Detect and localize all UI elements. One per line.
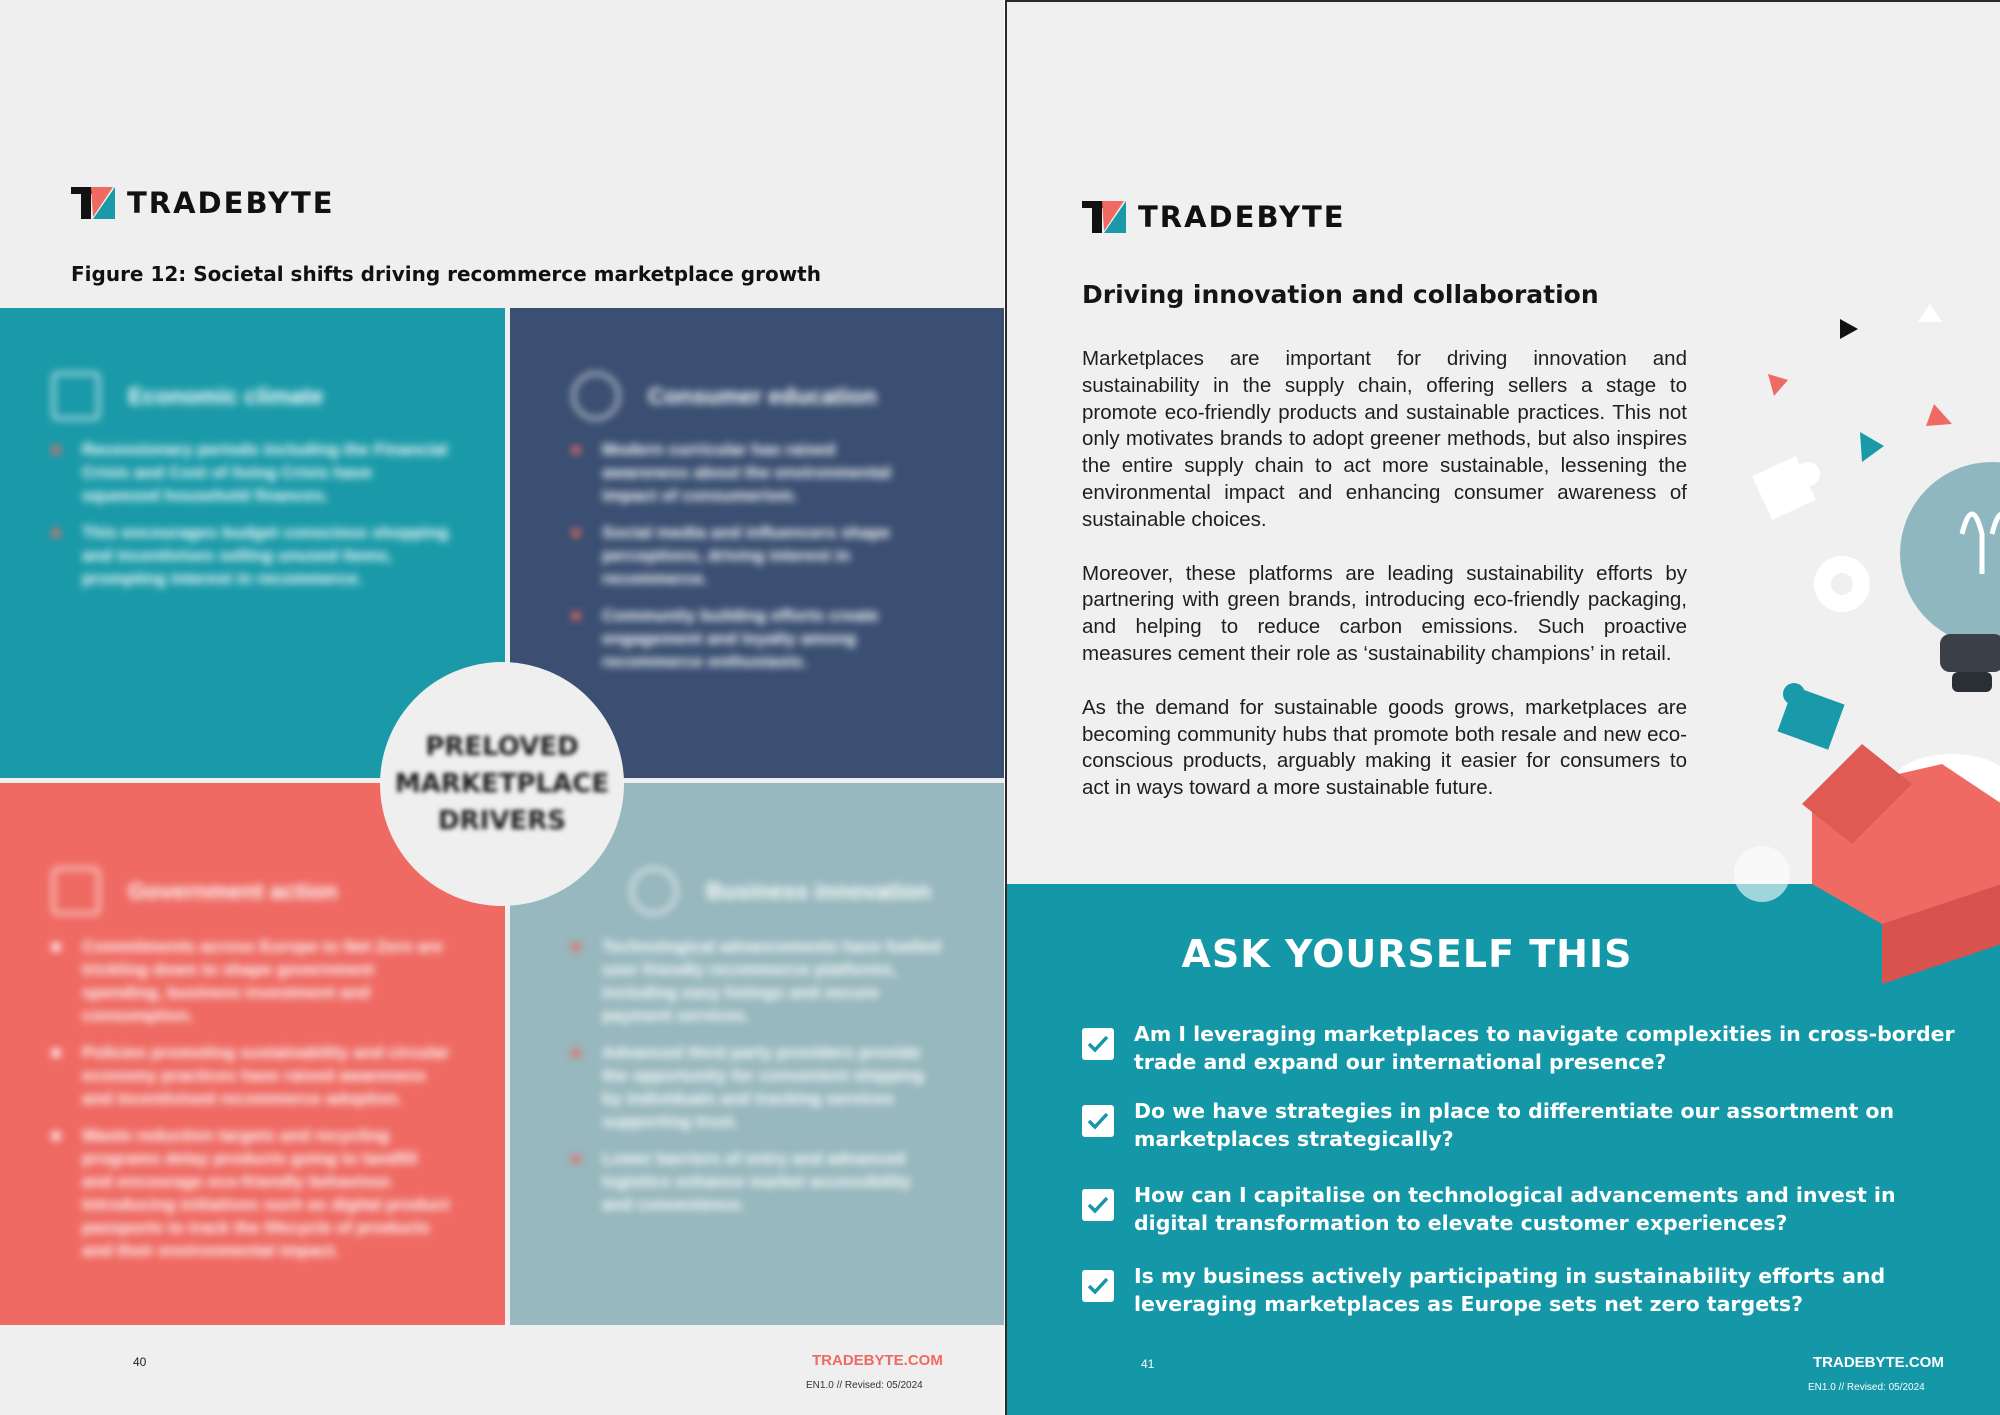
- bullet-item: Advanced third party providers provide the opportunity for convenient shipping by individuals and tracking services supporting trust.: [572, 1041, 942, 1133]
- bullet-item: Community building efforts create engagement and loyalty among recommerce enthusiasts.: [572, 604, 912, 673]
- question-text: Is my business actively participating in sustainability efforts and leveraging marketplaces as Europe sets net zero targets?: [1134, 1264, 1886, 1316]
- quadrant-title: Consumer education: [648, 382, 877, 409]
- bullet-item: Modern curricular has raised awareness about the environmental impact of consumerism.: [572, 438, 912, 507]
- bullet-list: [572, 935, 942, 1230]
- checkbox-checked-icon[interactable]: [1082, 1270, 1114, 1302]
- quadrant-title: Business innovation: [706, 877, 931, 904]
- figure-title: Figure 12: Societal shifts driving recommerce marketplace growth: [71, 262, 821, 286]
- bullet-item: Commitments across Europe to Net Zero are trickling down to shape government spending, business investment and consumption.: [52, 935, 452, 1027]
- page-number: 41: [1141, 1357, 1155, 1371]
- triangle-icon: [1926, 404, 1952, 426]
- bullet-item: Social media and influencers shape perceptions, driving interest in recommerce.: [572, 521, 912, 590]
- quadrant-heading: [572, 372, 877, 420]
- right-page: [1005, 0, 2000, 1415]
- center-label-line: MARKETPLACE: [394, 768, 610, 799]
- quadrant-heading: [52, 372, 324, 420]
- revision-label: EN1.0 // Revised: 05/2024: [806, 1380, 923, 1391]
- brand-logo: [1082, 200, 1346, 234]
- government-building-icon: [52, 867, 100, 915]
- brand-logo: [71, 186, 335, 220]
- lightbulb-icon: [1900, 462, 2000, 692]
- bullet-item: Policies promoting sustainability and circular economy practices have raised awareness and incentivised recommerce adoption.: [52, 1041, 452, 1110]
- brand-name: TRADEBYTE: [127, 186, 335, 220]
- brand-name: TRADEBYTE: [1138, 200, 1346, 234]
- center-label: [392, 729, 612, 840]
- question-text: Am I leveraging marketplaces to navigate complexities in cross-border trade and expand our international presence?: [1134, 1022, 1955, 1074]
- quadrant-heading: [630, 867, 931, 915]
- center-label-line: PRELOVED: [425, 731, 579, 762]
- question-item: [1082, 1181, 1964, 1237]
- open-box-icon: [1802, 744, 2000, 984]
- checkbox-checked-icon[interactable]: [1082, 1028, 1114, 1060]
- paragraph: Moreover, these platforms are leading sustainability efforts by partnering with green brands, introducing eco-friendly packaging, and helping to reduce carbon emissions. Such proactive measures cement their role as ‘sustainability champions’ in retail.: [1082, 561, 1687, 665]
- question-text: How can I capitalise on technological advancements and invest in digital transformation to elevate customer experiences?: [1134, 1183, 1896, 1235]
- center-circle: [380, 662, 624, 906]
- question-text: Do we have strategies in place to differentiate our assortment on marketplaces strategically?: [1134, 1099, 1895, 1151]
- checkbox-checked-icon[interactable]: [1082, 1189, 1114, 1221]
- paragraph: Marketplaces are important for driving innovation and sustainability in the supply chain, offering sellers a stage to promote eco-friendly products and sustainable practices. This not only motivates brands to adopt greener methods, but also inspires the entire supply chain to act more sustainable, lessening the environmental impact and enhancing consumer awareness of sustainable choices.: [1082, 347, 1687, 531]
- quadrant-heading: [52, 867, 338, 915]
- bullet-item: Technological advancements have fuelled user friendly recommerce platforms, including easy listings and secure payment services.: [572, 935, 942, 1027]
- bullet-list: [52, 438, 452, 604]
- paragraph: As the demand for sustainable goods grows, marketplaces are becoming community hubs that promote both resale and new eco-conscious products, arguably making it easier for consumers to act in ways toward a more sustainable future.: [1082, 695, 1687, 800]
- bullet-item: Recessionary periods including the Financial Crisis and Cost of living Crisis have squeezed household finances.: [52, 438, 452, 507]
- tradebyte-logo-icon: [1082, 201, 1126, 233]
- lightbulb-icon: [630, 867, 678, 915]
- chart-icon: [52, 372, 100, 420]
- quadrant-title: Government action: [128, 877, 338, 904]
- triangle-icon: [1918, 304, 1942, 322]
- ask-yourself-title: ASK YOURSELF THIS: [1181, 932, 1633, 976]
- body-text: [1082, 346, 1687, 829]
- puzzle-piece-icon: [1777, 683, 1844, 750]
- page-number: 40: [133, 1355, 147, 1369]
- question-item: [1082, 1262, 1964, 1318]
- bullet-item: This encourages budget conscious shopping and incentivises selling unused items, prompting interest in recommerce.: [52, 521, 452, 590]
- puzzle-piece-icon: [1752, 456, 1820, 520]
- website-link[interactable]: TRADEBYTE.COM: [812, 1352, 943, 1369]
- website-link[interactable]: TRADEBYTE.COM: [1813, 1354, 1944, 1371]
- question-item: [1082, 1097, 1964, 1153]
- triangle-icon: [1860, 432, 1884, 462]
- tradebyte-logo-icon: [71, 187, 115, 219]
- bullet-list: [572, 438, 912, 687]
- quadrant-title: Economic climate: [128, 382, 324, 409]
- checkbox-checked-icon[interactable]: [1082, 1105, 1114, 1137]
- bullet-item: Waste reduction targets and recycling programs delay products going to landfill and encourage eco-friendly behaviour. Introducing initiatives such as digital product passports to track the lifecycle of products and their environmental impact.: [52, 1124, 452, 1262]
- gear-icon: [1814, 556, 1870, 612]
- innovation-illustration: [1712, 284, 2000, 984]
- revision-label: EN1.0 // Revised: 05/2024: [1808, 1382, 1925, 1393]
- bullet-item: Lower barriers of entry and advanced logistics enhance market accessibility and convenience.: [572, 1147, 942, 1216]
- bullet-list: [52, 935, 452, 1276]
- section-heading: Driving innovation and collaboration: [1082, 280, 1599, 309]
- center-label-line: DRIVERS: [438, 805, 566, 836]
- question-item: [1082, 1020, 1964, 1076]
- triangle-icon: [1840, 319, 1858, 339]
- network-icon: [572, 372, 620, 420]
- triangle-icon: [1768, 374, 1788, 396]
- gear-icon: [1734, 846, 1790, 902]
